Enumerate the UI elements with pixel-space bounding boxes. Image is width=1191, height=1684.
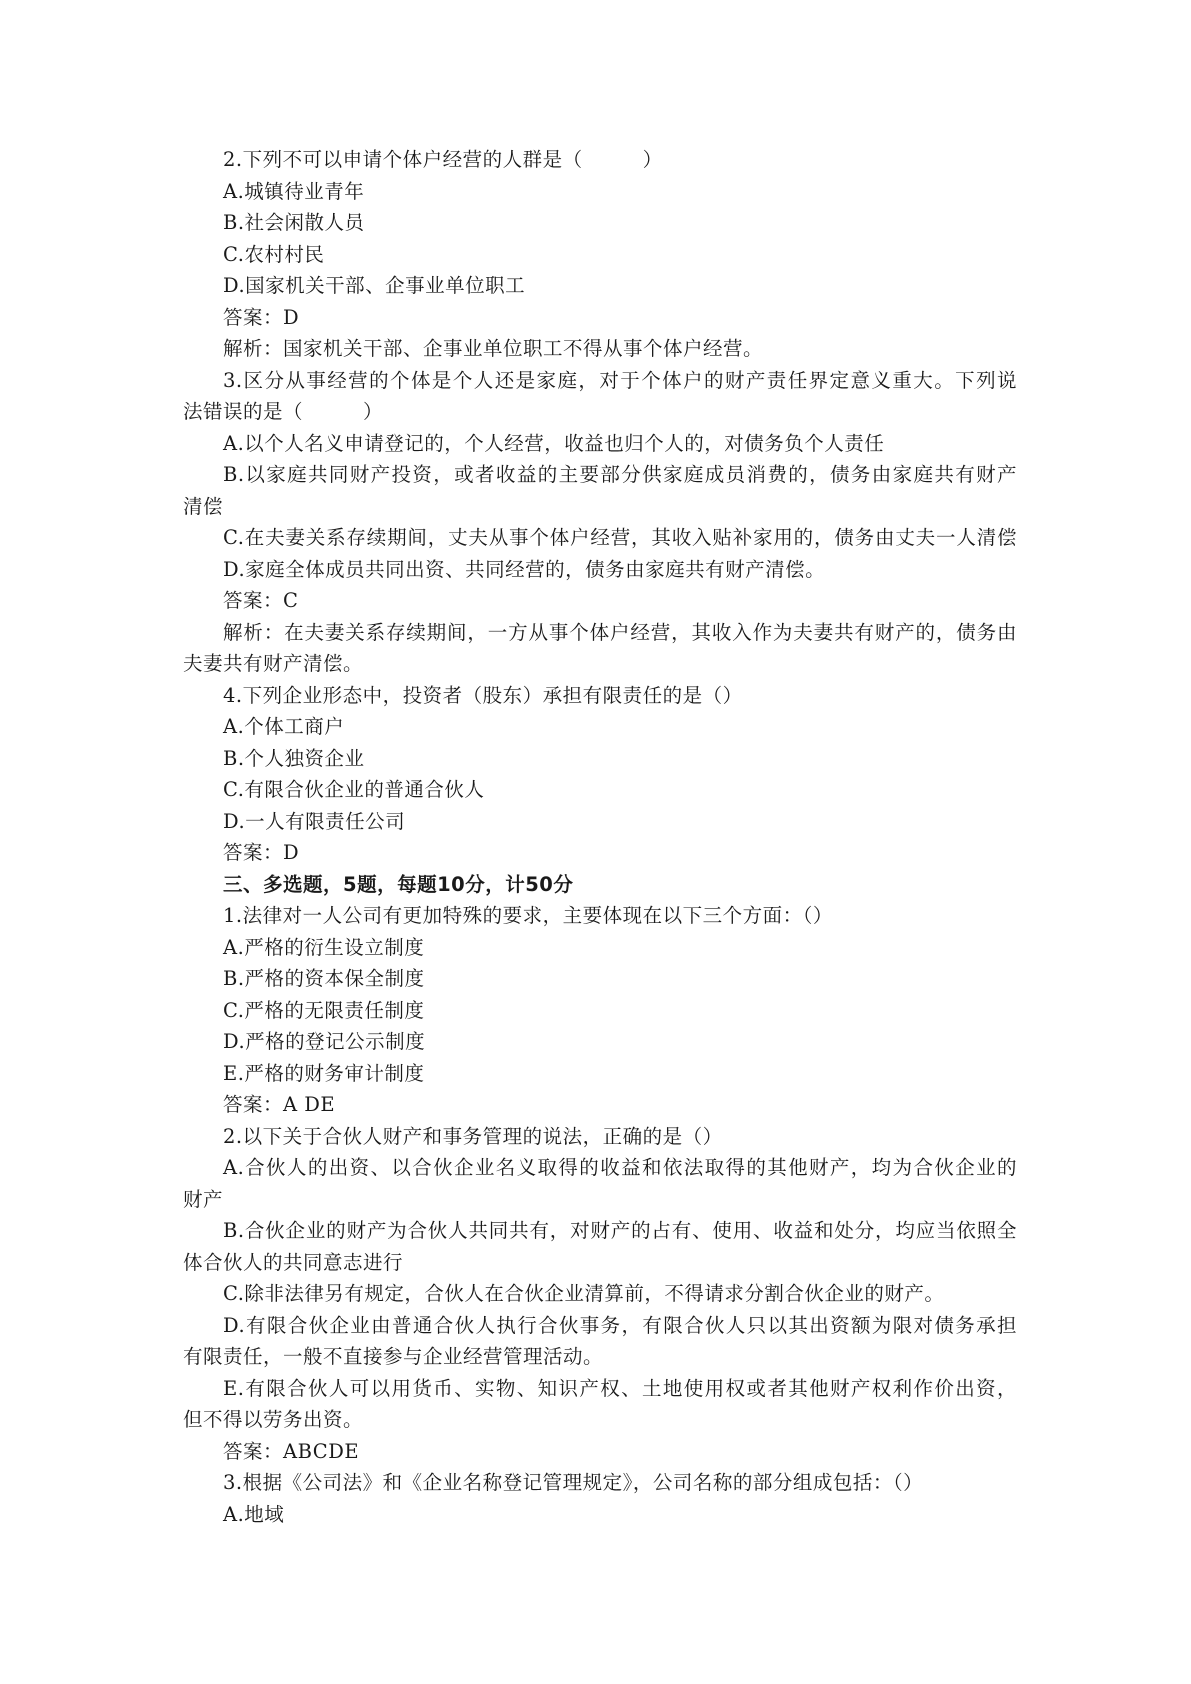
section-heading: 三、多选题，5题，每题10分，计50分 bbox=[223, 872, 574, 896]
text-line: 清偿 bbox=[183, 494, 224, 518]
text-line: 答案：A DE bbox=[223, 1093, 336, 1116]
text-line: 夫妻共有财产清偿。 bbox=[183, 652, 364, 675]
text-line: A.个体工商户 bbox=[223, 715, 345, 738]
document-body bbox=[183, 144, 1017, 1530]
text-line: B.个人独资企业 bbox=[223, 746, 365, 770]
text-line: D.家庭全体成员共同出资、共同经营的，债务由家庭共有财产清偿。 bbox=[223, 557, 826, 581]
text-line: A.合伙人的出资、以合伙企业名义取得的收益和依法取得的其他财产，均为合伙企业的 bbox=[223, 1156, 1017, 1179]
text-line: E.有限合伙人可以用货币、实物、知识产权、土地使用权或者其他财产权利作价出资， bbox=[223, 1376, 1017, 1400]
text-line: 解析：国家机关干部、企事业单位职工不得从事个体户经营。 bbox=[223, 337, 764, 360]
text-line: E.严格的财务审计制度 bbox=[223, 1061, 425, 1085]
text-line: C.除非法律另有规定，合伙人在合伙企业清算前，不得请求分割合伙企业的财产。 bbox=[223, 1282, 945, 1305]
text-line: 3.根据《公司法》和《企业名称登记管理规定》，公司名称的部分组成包括：（） bbox=[223, 1471, 924, 1494]
text-line: 答案：D bbox=[223, 305, 300, 329]
text-line: 1.法律对一人公司有更加特殊的要求，主要体现在以下三个方面：（） bbox=[223, 904, 833, 927]
text-line: 2.下列不可以申请个体户经营的人群是（ ） bbox=[223, 148, 663, 171]
text-line: 解析：在夫妻关系存续期间，一方从事个体户经营，其收入作为夫妻共有财产的，债务由 bbox=[223, 620, 1017, 644]
text-line: B.以家庭共同财产投资，或者收益的主要部分供家庭成员消费的，债务由家庭共有财产 bbox=[223, 463, 1017, 486]
text-line: A.地域 bbox=[223, 1502, 285, 1526]
text-line: 但不得以劳务出资。 bbox=[183, 1408, 364, 1431]
text-line: C.农村村民 bbox=[223, 242, 325, 266]
text-line: A.严格的衍生设立制度 bbox=[223, 935, 425, 959]
text-line: B.社会闲散人员 bbox=[223, 211, 365, 234]
text-line: 法错误的是（ ） bbox=[183, 400, 384, 423]
text-line: D.有限合伙企业由普通合伙人执行合伙事务，有限合伙人只以其出资额为限对债务承担 bbox=[223, 1313, 1017, 1337]
text-line: 4.下列企业形态中，投资者（股东）承担有限责任的是（） bbox=[223, 683, 743, 707]
text-line: 答案：D bbox=[223, 841, 300, 864]
text-line: C.在夫妻关系存续期间，丈夫从事个体户经营，其收入贴补家用的，债务由丈夫一人清偿 bbox=[223, 526, 1017, 549]
text-line: 答案：C bbox=[223, 589, 299, 612]
text-line: 3.区分从事经营的个体是个人还是家庭，对于个体户的财产责任界定意义重大。下列说 bbox=[223, 368, 1017, 392]
text-line: 答案：ABCDE bbox=[223, 1439, 360, 1463]
text-line: A.以个人名义申请登记的，个人经营，收益也归个人的，对债务负个人责任 bbox=[223, 431, 885, 455]
text-line: B.合伙企业的财产为合伙人共同共有，对财产的占有、使用、收益和处分，均应当依照全 bbox=[223, 1219, 1017, 1242]
text-line: 有限责任，一般不直接参与企业经营管理活动。 bbox=[183, 1345, 604, 1368]
text-line: D.严格的登记公示制度 bbox=[223, 1030, 426, 1053]
text-line: D.一人有限责任公司 bbox=[223, 809, 406, 833]
text-line: C.严格的无限责任制度 bbox=[223, 998, 425, 1022]
text-line: B.严格的资本保全制度 bbox=[223, 967, 425, 990]
text-line: 财产 bbox=[183, 1187, 224, 1211]
text-line: 2.以下关于合伙人财产和事务管理的说法，正确的是（） bbox=[223, 1124, 723, 1148]
text-line: D.国家机关干部、企事业单位职工 bbox=[223, 274, 526, 297]
text-line: 体合伙人的共同意志进行 bbox=[183, 1250, 404, 1274]
text-line: A.城镇待业青年 bbox=[223, 179, 365, 203]
text-line: C.有限合伙企业的普通合伙人 bbox=[223, 778, 485, 801]
